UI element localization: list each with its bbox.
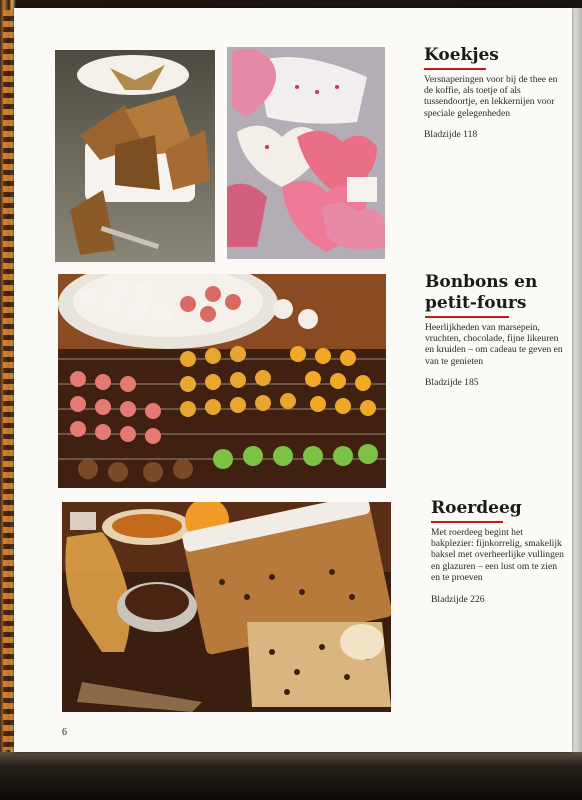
background-bottom — [0, 752, 582, 800]
section-koekjes — [424, 45, 564, 140]
section-title: Roerdeeg — [431, 498, 522, 518]
section-bonbons — [425, 272, 567, 388]
section-description: Heerlijkheden van marsepein, vruchten, chocolade, fijne likeuren en kruiden – om cadeau te geven en van te genieten — [425, 321, 563, 367]
page-number: 6 — [62, 727, 67, 738]
page-reference: Bladzijde 118 — [424, 129, 478, 141]
page-reference: Bladzijde 226 — [431, 593, 485, 605]
photo-iced-cookies — [227, 47, 385, 259]
section-description: Met roerdeeg begint het bakplezier: fijnkorrelig, smakelijk baksel met overheerlijke vullingen en glazuren – een lust om te zien en te proeven — [431, 526, 564, 584]
section-title: Bonbons en petit-fours — [425, 272, 538, 313]
title-underline — [424, 68, 486, 70]
title-underline — [425, 316, 509, 318]
section-title: Koekjes — [424, 45, 499, 65]
page-reference: Bladzijde 185 — [425, 377, 479, 389]
section-roerdeeg — [431, 498, 565, 605]
photo-bonbons — [58, 274, 386, 488]
section-description: Versnaperingen voor bij de thee en de koffie, als toetje of als tussendoortje, en lekkernijen voor speciale gelegenheden — [424, 73, 558, 119]
title-underline — [431, 521, 503, 523]
photo-raisin-cake — [62, 502, 391, 712]
photo-cookie-tin — [55, 50, 215, 262]
